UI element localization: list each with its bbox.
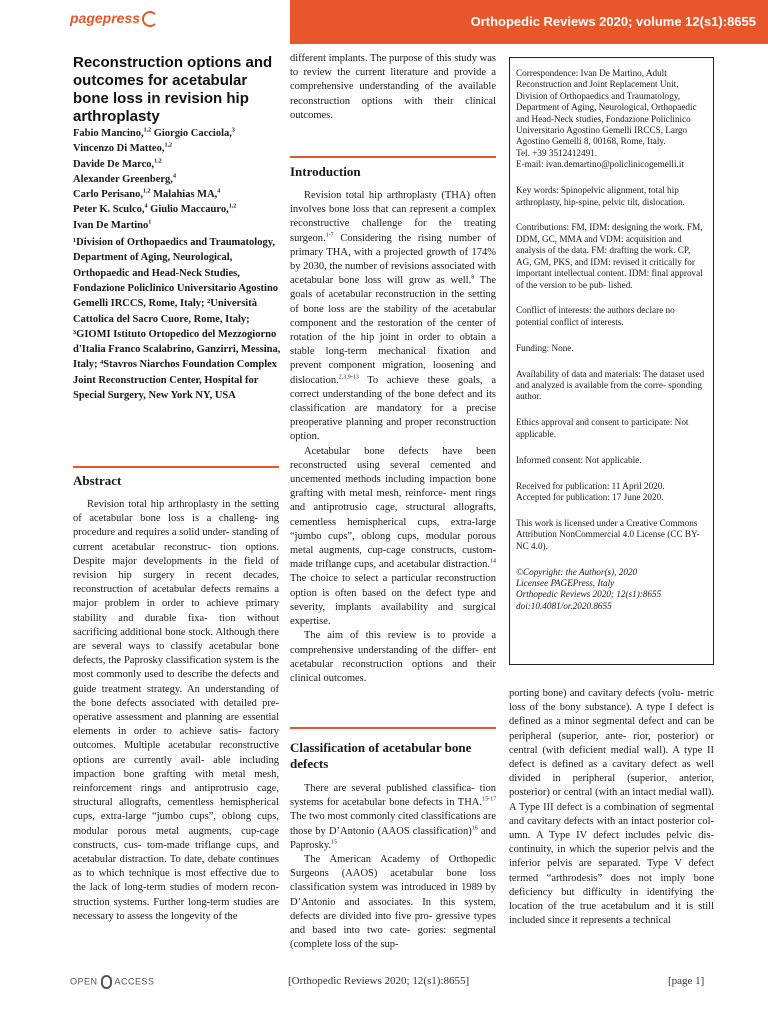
classification-paragraph-2: The American Academy of Orthopedic Surgeons (AAOS) acetabular bone loss classification system was introduced in 1989 by D’Antonio and associates. In this system, defects are divided into five pro- gressive types and based into two cate- gories: segmental (complete loss of the sup- (290, 854, 496, 951)
open-label: OPEN (70, 976, 98, 987)
intro-paragraph-1: Revision total hip arthroplasty (THA) often involves bone loss that can represent a complex reconstructive challenge for the treating surgeon.$^{1-7}$ Considering the rising number of primary THA, with a projected growth of 174% by 2030, the number of revisions associated with acetabular bone loss will grow as well.$^8$ The goals of acetabular reconstruction in the setting of bone loss are the stability of the acetabular component and the restoration of the center of rotation of the hip joint in order to obtain a stable long-term mechanical fixation and prevent component migration, loosening and dislocation.$^{2,3,9-13}$ To achieve these goals, a correct understanding of the bone defect and its classification are mandatory for a precise preoperative planning and proper reconstruction option. (290, 190, 496, 443)
ethics-approval: Ethics approval and consent to participate: Not applicable. (516, 417, 689, 439)
funding: Funding: None. (516, 342, 574, 353)
author-line: Vincenzo Di Matteo,$^{1,2}$ (73, 142, 172, 155)
author-line: Carlo Perisano,$^{1,2}$ Malahias MA,$^4$ (73, 188, 221, 201)
access-label: ACCESS (114, 976, 155, 987)
conflict-of-interests: Conflict of interests: the authors declare no potential conflict of interests. (516, 305, 675, 327)
journal-citation: Orthopedic Reviews 2020; volume 12(s1):8655 (470, 14, 756, 29)
licensee: Licensee PAGEPress, Italy (516, 578, 615, 588)
author-line: Fabio Mancino,$^{1,2}$ Giorgio Cacciola,$^3$ (73, 127, 235, 139)
author-line: Peter K. Sculco,$^4$ Giulio Maccauro,$^{1,2}$ (73, 203, 237, 216)
article-title: Reconstruction options and outcomes for acetabular bone loss in revision hip arthroplasty (73, 54, 273, 125)
author-line: Davide De Marco,$^{1,2}$ (73, 158, 162, 170)
open-access-mark (70, 975, 155, 989)
intro-top-paragraph: different implants. The purpose of this study was to review the current literature and provide a comprehensive understanding of the available reconstruction options with their clinical outcomes. (290, 53, 496, 121)
introduction-heading: Introduction (290, 164, 361, 179)
abstract-text: Revision total hip arthroplasty in the setting of acetabular bone loss is a challeng- ing procedure and requires a solid under- standing of current acetabular reconstruc- tion options. Despite major developments in the field of revision hip surgery in recent decades, reconstruction of acetabular defects remains a major problem in order to achieve primary stability and durable fixa- tion without sacrificing additional bone stock. Although there are several ways to classify acetabular bone defects, the Paprosky classification system is the most commonly used to describe the defects and guide treatment strategy. An understanding of the bone defects associated with detailed pre-operative assessment and planning are essential elements in order to achieve satis- factory outcomes. Multiple acetabular reconstructive options are currently avail- able including impaction bone grafting with metal mesh, reinforcement rings and antiprotrusio cage, structural allografts, cementless hemispherical cups, extra-large “jumbo cups”, oblong cups, modular porous metal augments, cup-cage constructs, cus- tom-made triflange cups, and acetabular distraction. To date, debate continues as to which technique is most effective due to the lack of long-term studies of modern recon- struction systems. Further long-term studies are necessary to assess the longevity of the (73, 499, 279, 922)
page-number: [page 1] (668, 975, 705, 987)
logo-swoosh-icon (142, 11, 158, 27)
introduction-body (290, 189, 496, 686)
abstract-body (73, 498, 279, 924)
abstract-rule (73, 466, 279, 468)
intro-paragraph-3: The aim of this review is to provide a comprehensive understanding of the differ- ent acetabular reconstruction options and their clinical outcomes. (290, 630, 496, 684)
journal-header-band (290, 0, 768, 44)
footer-citation: [Orthopedic Reviews 2020; 12(s1):8655] (288, 975, 470, 987)
author-list (73, 126, 283, 403)
intro-paragraph-2: Acetabular bone defects have been reconstructed using several cemented and uncemented methods including impaction bone grafting with metal mesh, reinforce- ment rings and antiprotrusio cage, structural allografts, cementless hemispherical cups, extra-large “jumbo cups”, oblong cups, modular porous metal augments, cup-cage constructs, custom-made triflange cups, and acetabular distraction.$^{14}$ The choice to select a particular reconstruction option is often based on the defect type and severity, implants availability and surgical expertise. (290, 445, 496, 628)
abstract-heading: Abstract (73, 473, 122, 488)
copyright-block (516, 567, 707, 613)
keywords: Key words: Spinopelvic alignment, total hip arthroplasty, hip-spine, pelvic tilt, dislocation. (516, 185, 685, 207)
correspondence: Correspondence: Ivan De Martino, Adult Reconstruction and Joint Replacement Unit, Division of Orthopaedics and Traumatology, Department of Aging, Neurological, Orthopaedic and Head-Neck studies, Fondazione Policlinico Universitario Agostino Gemelli IRCCS, Largo Agostino Gemelli 8, 00168, Rome, Italy. Tel. +39 3512412491. E-mail: ivan.demartino@policlinicogemelli.it (516, 68, 697, 170)
author-line: Alexander Greenberg,$^4$ (73, 173, 176, 185)
open-access-lock-icon (101, 975, 112, 989)
license: This work is licensed under a Creative Commons Attribution NonCommercial 4.0 License (CC BY-NC 4.0). (516, 517, 700, 551)
informed-consent: Informed consent: Not applicable. (516, 454, 642, 465)
data-availability: Availability of data and materials: The dataset used and analyzed is available from the corre- sponding author. (516, 368, 705, 402)
classification-body (290, 782, 496, 952)
affiliations: ¹Division of Orthopaedics and Traumatology, Department of Aging, Neurological, Orthopaedic and Head-Neck Studies, Fondazione Policlinico Universitario Agostino Gemelli IRCCS, Rome, Italy; ²Università Cattolica del Sacro Cuore, Rome, Italy; ³GIOMI Istituto Ortopedico del Mezzogiorno d'Italia Franco Scalabrino, Ganzirri, Messina, Italy; ⁴Stavros Niarchos Foundation Complex Joint Reconstruction Center, Hospital for Special Surgery, New York NY, USA (73, 237, 281, 402)
classification-continued: porting bone) and cavitary defects (volu- metric loss of the bony substance). A type I defect is defined as a minor segmental defect and can be peripheral (superior, ante- rior, posterior) or central (with deficient medial wall). A type II defect is defined as a cavitary defect as well divided in peripheral (superior, anterior, posterior) or central (with an intact medial wall). A Type III defect is a combination of segmental and cavitary defects with an intact posterior col- umn. A Type IV defect includes pelvic dis- continuity, in which the superior pelvis and the inferior pelvis are separated. Type V defect termed “arthrodesis” does not imply bone deficiency but difficulty in identifying the location of the true acetabulum and it is still included since it represents a technical (509, 688, 714, 927)
author-line: Ivan De Martino$^1$ (73, 219, 152, 231)
introduction-rule (290, 156, 496, 158)
classification-rule (290, 727, 496, 729)
logo-text: pagepress (70, 10, 141, 26)
classification-heading: Classification of acetabular bone defects (290, 740, 472, 771)
citation: Orthopedic Reviews 2020; 12(s1):8655 (516, 589, 662, 600)
publication-dates: Received for publication: 11 April 2020. Accepted for publication: 17 June 2020. (516, 480, 665, 502)
publisher-logo (70, 10, 158, 32)
article-info-box (509, 57, 714, 665)
doi: doi:10.4081/or.2020.8655 (516, 600, 612, 611)
classification-paragraph-1: There are several published classifica- tion systems for acetabular bone defects in THA.$^{15-17}$ The two most commonly cited classifications are those by D’Antonio (AAOS classification)$^{16}$ and Paprosky.$^{15}$ (290, 783, 497, 851)
copyright: ©Copyright: the Author(s), 2020 (516, 566, 638, 577)
contributions: Contributions: FM, IDM: designing the work. FM, DDM, GC, MMA and VDM: acquisition and analysis of the data. FM: drafting the work. CP, AG, GM, PKS, and IDM: revised it critically for important intellectual content. IDM: final approval of the version to be pub- lished. (516, 222, 703, 290)
